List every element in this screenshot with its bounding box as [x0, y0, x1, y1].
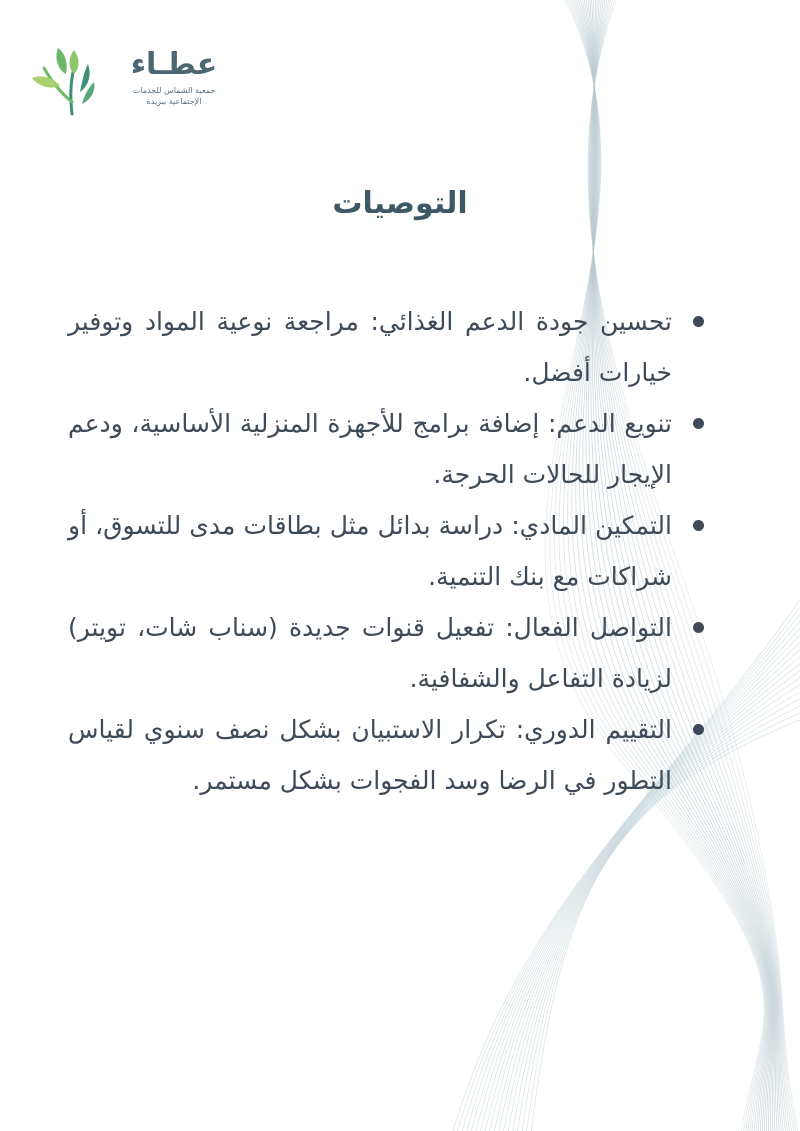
recommendation-text: تنويع الدعم: إضافة برامج للأجهزة المنزلية الأساسية، ودعم الإيجار للحالات الحرجة. — [68, 409, 672, 489]
recommendation-item — [68, 704, 708, 806]
bullet-icon — [693, 418, 704, 429]
logo-name: عطـاء — [130, 47, 218, 82]
bullet-icon — [693, 622, 704, 633]
recommendation-item — [68, 602, 708, 704]
bullet-icon — [693, 316, 704, 327]
recommendation-item — [68, 500, 708, 602]
recommendation-text: التواصل الفعال: تفعيل قنوات جديدة (سناب شات، تويتر) لزيادة التفاعل والشفافية. — [68, 613, 672, 693]
recommendation-item — [68, 296, 708, 398]
recommendation-text: التمكين المادي: دراسة بدائل مثل بطاقات مدى للتسوق، أو شراكات مع بنك التنمية. — [68, 511, 672, 591]
bullet-icon — [693, 520, 704, 531]
bullet-icon — [693, 724, 704, 735]
logo-subtitle-line-2: الإجتماعية ببريدة — [146, 97, 202, 106]
recommendation-text: التقييم الدوري: تكرار الاستبيان بشكل نصف سنوي لقياس التطور في الرضا وسد الفجوات بشكل مستمر. — [68, 715, 672, 795]
recommendations-list — [68, 296, 708, 806]
leaves-icon — [30, 42, 100, 117]
recommendation-text: تحسين جودة الدعم الغذائي: مراجعة نوعية المواد وتوفير خيارات أفضل. — [68, 307, 672, 387]
logo-subtitle-line-1: جمعية الشماس للخدمات — [132, 86, 216, 95]
organization-logo — [30, 42, 218, 117]
recommendation-item — [68, 398, 708, 500]
page-title: التوصيات — [332, 186, 468, 221]
